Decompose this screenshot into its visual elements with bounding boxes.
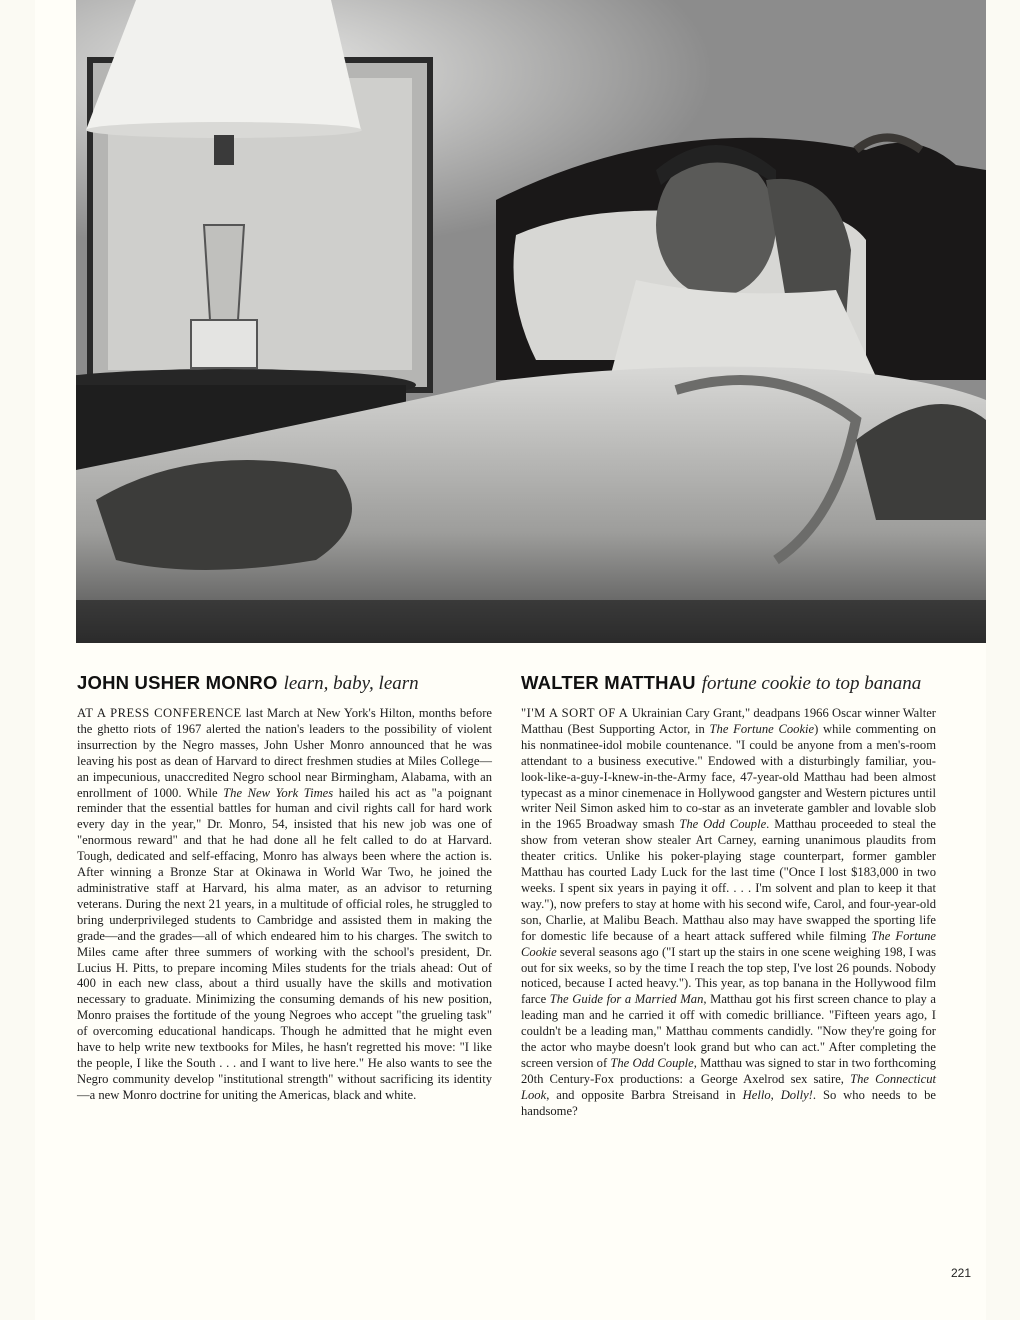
page-number: 221	[951, 1266, 972, 1280]
body-text: , and opposite Barbra Streisand in	[546, 1087, 743, 1102]
body-text: hailed his act as "a poignant reminder that the essential battles for human and civil rights call for hard work every day in the year," Dr. Monro, 54, insisted that his new job was one of "enormous reward" and that he had done all he felt called to do at Harvard. Tough, dedicated and self-effacing, Monro has always been where the action is. After winning a Bronze Star at Okinawa in World War Two, he joined the administrative staff at Harvard, his alma mater, as an advisor to returning veterans. During the next 21 years, in a multitude of official roles, he struggled to bring underprivileged students to Cambridge and assisted them in making the grade—and the grades—all of which endeared him to his charges. The switch to Miles came after three summers of working with the school's president, Dr. Lucius H. Pitts, to prepare incoming Miles students for the trials ahead: Out of 400 in each new class, about a third usually have the skills and motivation necessary to graduate. Minimizing the consuming demands of his new position, Monro praises the fortitude of the young Negroes who accept "the grueling task" of overcoming educational handicaps. Though he admitted that he might even have to help write new textbooks for Miles, he hasn't regretted his move: "I like the people, I like the South . . . and I want to live here." He also wants to see the Negro community develop "institutional strength" without sacrificing its identity—a new Monro doctrine for uniting the Americas, black and white.	[77, 785, 492, 1102]
publication-title: The New York Times	[223, 785, 334, 800]
film-title: The Odd Couple	[679, 817, 767, 832]
man-in-bed-icon	[76, 0, 986, 643]
film-title: The Odd Couple	[610, 1055, 694, 1070]
body-text: , Matthau was signed to star in two forthcoming 20th Century-Fox productions: a George Axelrod sex satire,	[521, 1055, 936, 1086]
article-body	[521, 706, 936, 1120]
body-text: last March at New York's Hilton, months before the ghetto riots of 1967 alerted the nation's leaders to the possibility of violent insurrection by the Negro masses, John Usher Monro announced that he was leaving his post as dean of Harvard to direct freshmen studies at Miles College—an impecunious, unaccredited Negro school near Birmingham, Alabama, with an enrollment of 1000. While	[77, 706, 492, 800]
article-heading	[521, 670, 936, 698]
photo-man-in-bed	[76, 0, 986, 643]
article-lead: AT A PRESS CONFERENCE	[77, 706, 242, 720]
body-text: . So who needs to be handsome?	[521, 1087, 936, 1118]
body-text: , Matthau got his first screen chance to play a leading man and he carried it off with comedic brilliance. "Fifteen years ago, I couldn't be a leading man," Matthau comments candidly. "Now they're going for the actor who maybe doesn't look grand but who can act." After completing the screen version of	[521, 992, 937, 1070]
body-text: several seasons ago ("I start up the stairs in one scene weighing 198, I was out for six weeks, so by the time I reach the top step, I've lost 26 pounds. Nobody noticed, because I acted heavy."). This year, as top banana in the Hollywood film farce	[521, 944, 936, 1007]
film-title: The Fortune Cookie	[521, 928, 936, 959]
film-title: The Guide for a Married Man	[549, 992, 704, 1007]
article-walter-matthau	[521, 670, 936, 1120]
article-body	[77, 706, 492, 1104]
body-text: . Matthau proceeded to steal the show from veteran show stealer Art Carney, earning unanimous plaudits from theater critics. Unlike his poker-playing stage counterpart, former gambler Matthau has courted Lady Luck for the last time ("Once I lost $183,000 in two weeks. I spent six years in paying it off. . . . I'm solvent and plan to keep it that way."), now prefers to stay at home with his second wife, Carol, and four-year-old son, Charlie, at Malibu Beach. Matthau also may have swapped the sporting life for domestic life because of a heart attack suffered while filming	[521, 817, 936, 943]
magazine-page	[35, 0, 986, 1320]
article-tagline: fortune cookie to top banana	[701, 673, 922, 694]
article-name: WALTER MATTHAU	[521, 672, 696, 693]
article-john-usher-monro	[77, 670, 492, 1104]
film-title: Hello, Dolly!	[742, 1087, 813, 1102]
body-text: Ukrainian Cary Grant," deadpans 1966 Oscar winner Walter Matthau (Best Supporting Actor, in	[521, 706, 936, 736]
body-text: ) while commenting on his nonmatinee-idol mobile countenance. "I could be anyone from a men's-room attendant to a business executive." Endowed with a disturbingly familiar, you-look-like-a-guy-I-knew-in-the-Army face, 47-year-old Matthau had been almost typecast as a minor cinemenace in Hollywood gangster and Western pictures until writer Neil Simon asked him to co-star as an inveterate gambler and lovable slob in the 1965 Broadway smash	[521, 721, 936, 832]
article-lead: "I'M A SORT OF A	[521, 706, 629, 720]
article-heading	[77, 670, 492, 698]
film-title: The Connecticut Look	[521, 1071, 937, 1102]
film-title: The Fortune Cookie	[709, 721, 815, 736]
article-tagline: learn, baby, learn	[283, 673, 419, 694]
article-name: JOHN USHER MONRO	[77, 672, 278, 693]
